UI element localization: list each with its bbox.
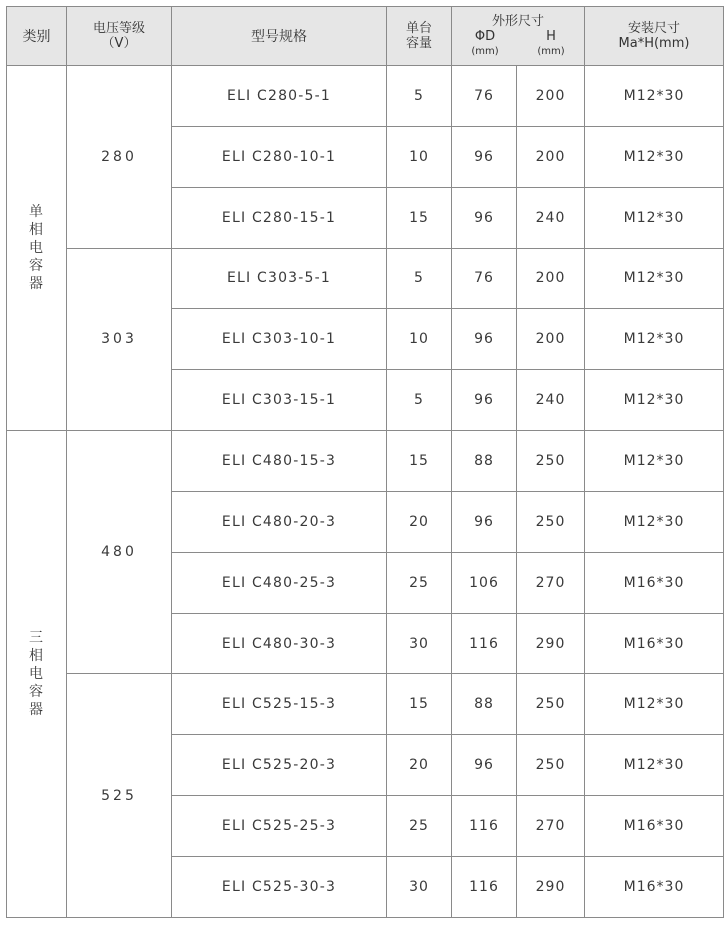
capacity-cell: 20 [387, 735, 452, 796]
capacity-cell: 15 [387, 187, 452, 248]
table-body [7, 66, 724, 918]
table-row [7, 66, 724, 127]
header-capacity-line1: 单台 [405, 21, 432, 36]
header-voltage-line2: （V） [101, 36, 137, 51]
mount-cell: M16*30 [585, 796, 724, 857]
mount-cell: M16*30 [585, 613, 724, 674]
category-char: 容 [29, 684, 44, 701]
capacity-cell: 25 [387, 796, 452, 857]
capacity-cell: 30 [387, 613, 452, 674]
model-cell: ELI C480-15-3 [172, 431, 387, 492]
model-cell: ELI C480-25-3 [172, 552, 387, 613]
height-cell: 200 [517, 66, 585, 127]
mount-cell: M12*30 [585, 491, 724, 552]
capacity-cell: 15 [387, 431, 452, 492]
diameter-cell: 96 [452, 126, 517, 187]
diameter-cell: 76 [452, 248, 517, 309]
category-cell [7, 66, 67, 431]
capacity-cell: 10 [387, 309, 452, 370]
mount-cell: M16*30 [585, 552, 724, 613]
category-char: 三 [29, 630, 44, 647]
mount-cell: M12*30 [585, 431, 724, 492]
header-row [7, 7, 724, 66]
height-cell: 200 [517, 248, 585, 309]
height-cell: 240 [517, 370, 585, 431]
model-cell: ELI C303-10-1 [172, 309, 387, 370]
height-cell: 270 [517, 796, 585, 857]
height-cell: 250 [517, 491, 585, 552]
model-cell: ELI C303-5-1 [172, 248, 387, 309]
diameter-cell: 96 [452, 309, 517, 370]
capacity-cell: 15 [387, 674, 452, 735]
model-cell: ELI C525-15-3 [172, 674, 387, 735]
capacity-cell: 20 [387, 491, 452, 552]
capacity-cell: 25 [387, 552, 452, 613]
diameter-cell: 116 [452, 613, 517, 674]
voltage-cell: 525 [67, 674, 172, 918]
diameter-cell: 96 [452, 187, 517, 248]
header-category: 类别 [7, 7, 67, 66]
category-char: 电 [29, 666, 44, 683]
category-cell [7, 431, 67, 918]
diameter-cell: 96 [452, 491, 517, 552]
header-dimension-h-unit: (mm) [537, 45, 565, 57]
mount-cell: M12*30 [585, 187, 724, 248]
header-dimension-d-unit: (mm) [471, 45, 499, 57]
capacity-cell: 5 [387, 248, 452, 309]
header-dimension-h: H [546, 28, 556, 44]
table-row [7, 248, 724, 309]
diameter-cell: 88 [452, 674, 517, 735]
mount-cell: M12*30 [585, 370, 724, 431]
model-cell: ELI C525-20-3 [172, 735, 387, 796]
header-dimension-d: ΦD [474, 28, 496, 44]
diameter-cell: 106 [452, 552, 517, 613]
model-cell: ELI C480-30-3 [172, 613, 387, 674]
diameter-cell: 88 [452, 431, 517, 492]
header-voltage [67, 7, 172, 66]
model-cell: ELI C280-15-1 [172, 187, 387, 248]
mount-cell: M12*30 [585, 248, 724, 309]
diameter-cell: 96 [452, 735, 517, 796]
height-cell: 250 [517, 735, 585, 796]
capacity-cell: 10 [387, 126, 452, 187]
voltage-cell: 480 [67, 431, 172, 674]
category-char: 器 [29, 276, 44, 293]
category-char: 器 [29, 702, 44, 719]
diameter-cell: 96 [452, 370, 517, 431]
category-char: 相 [29, 648, 44, 665]
mount-cell: M16*30 [585, 856, 724, 917]
capacity-cell: 5 [387, 66, 452, 127]
category-char: 容 [29, 258, 44, 275]
header-mount [585, 7, 724, 66]
table-row [7, 674, 724, 735]
model-cell: ELI C303-15-1 [172, 370, 387, 431]
category-char: 相 [29, 222, 44, 239]
model-cell: ELI C525-25-3 [172, 796, 387, 857]
mount-cell: M12*30 [585, 126, 724, 187]
height-cell: 270 [517, 552, 585, 613]
model-cell: ELI C280-10-1 [172, 126, 387, 187]
voltage-cell: 303 [67, 248, 172, 431]
mount-cell: M12*30 [585, 735, 724, 796]
diameter-cell: 76 [452, 66, 517, 127]
header-capacity-line2: 容量 [405, 36, 432, 51]
mount-cell: M12*30 [585, 674, 724, 735]
header-dimensions-title: 外形尺寸 [491, 13, 544, 29]
model-cell: ELI C480-20-3 [172, 491, 387, 552]
model-cell: ELI C525-30-3 [172, 856, 387, 917]
mount-cell: M12*30 [585, 309, 724, 370]
voltage-cell: 280 [67, 66, 172, 249]
header-model: 型号规格 [172, 7, 387, 66]
diameter-cell: 116 [452, 796, 517, 857]
header-dimensions [452, 7, 585, 66]
capacity-cell: 5 [387, 370, 452, 431]
mount-cell: M12*30 [585, 66, 724, 127]
height-cell: 290 [517, 613, 585, 674]
table-row [7, 431, 724, 492]
height-cell: 250 [517, 674, 585, 735]
height-cell: 240 [517, 187, 585, 248]
header-mount-line1: 安装尺寸 [627, 21, 680, 36]
height-cell: 200 [517, 126, 585, 187]
header-mount-line2: Ma*H(mm) [618, 36, 690, 51]
height-cell: 250 [517, 431, 585, 492]
header-voltage-line1: 电压等级 [92, 21, 145, 36]
height-cell: 290 [517, 856, 585, 917]
capacitor-spec-table [6, 6, 724, 918]
category-char: 电 [29, 240, 44, 257]
model-cell: ELI C280-5-1 [172, 66, 387, 127]
header-capacity [387, 7, 452, 66]
diameter-cell: 116 [452, 856, 517, 917]
capacity-cell: 30 [387, 856, 452, 917]
category-char: 单 [29, 204, 44, 221]
height-cell: 200 [517, 309, 585, 370]
